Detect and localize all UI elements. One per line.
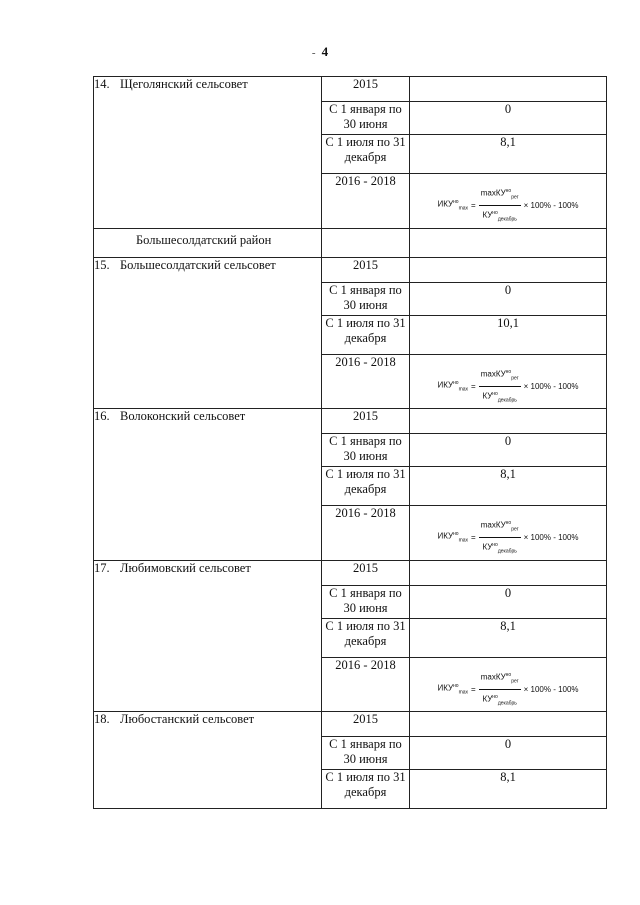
formula-den-text: КУ [482,210,493,220]
settlement-cell [94,257,322,409]
formula-den-sub: декабрь [497,700,517,706]
formula-den-text: КУ [482,391,493,401]
formula-den-sub: декабрь [497,548,517,555]
settlement-cell [94,712,322,809]
settlement-name: Любостанский сельсовет [120,712,255,726]
formula-denominator [480,387,518,408]
formula-lhs [437,195,468,216]
page-number-value: 4 [321,44,329,59]
formula-lhs-sub: max [458,205,469,212]
table-row [94,77,607,102]
formula-num-text: maxКУ [480,369,506,379]
formula-den-sup: но [492,390,498,397]
formula-num-text: maxКУ [480,672,506,682]
value-cell: 8,1 [410,135,607,174]
period-cell: С 1 января по 30 июня [322,585,410,618]
formula-cell [410,506,607,561]
value-cell: 0 [410,102,607,135]
period-cell: 2015 [322,560,410,585]
formula-den-sup: но [492,542,498,549]
formula-lhs-text: ИКУ [437,380,454,390]
formula-den-sub: декабрь [497,216,517,223]
formula-numerator [479,184,521,206]
period-cell: 2015 [322,77,410,102]
settlement-cell [94,560,322,712]
formula-num-sub: рег [511,526,519,533]
period-cell: 2015 [322,257,410,282]
settlement-number: 17. [94,560,110,575]
formula-denominator [480,538,518,559]
formula-num-sup: но [505,368,512,375]
value-cell [410,77,607,102]
value-cell [410,409,607,434]
formula-cell [410,657,607,712]
formula-eq: = [471,684,476,694]
settlement-name: Большесолдатский сельсовет [120,257,276,272]
formula-lhs-text: ИКУ [437,683,454,693]
formula-tail: × 100% - 100% [523,684,579,694]
period-cell: 2015 [322,712,410,737]
district-name: Большесолдатский район [94,228,322,257]
value-cell: 0 [410,737,607,770]
formula-lhs [437,679,468,700]
formula-num-sub: рег [511,677,519,684]
tariff-table [93,76,607,809]
formula-num-text: maxКУ [480,520,506,530]
period-cell: С 1 июля по 31 декабря [322,135,410,174]
formula-num-sup: но [505,671,512,678]
formula-fraction [479,184,521,228]
formula-num-sub: рег [511,194,519,201]
formula-cell [410,354,607,409]
formula [410,516,606,560]
period-cell: 2016 - 2018 [322,657,410,712]
formula-fraction [479,668,521,712]
value-cell: 8,1 [410,467,607,506]
formula [410,365,606,409]
formula-tail: × 100% - 100% [523,533,579,543]
period-cell: С 1 января по 30 июня [322,282,410,315]
formula-numerator [479,668,521,690]
formula-lhs-text: ИКУ [437,531,454,541]
value-cell: 10,1 [410,315,607,354]
formula [410,184,606,228]
value-cell [410,560,607,585]
formula-fraction [479,365,521,409]
settlement-name: Волоконский сельсовет [120,409,246,423]
formula-lhs [437,376,468,397]
formula-num-text: maxКУ [480,188,506,198]
settlement-cell [94,409,322,561]
period-cell: 2016 - 2018 [322,354,410,409]
formula-num-sup: но [505,520,512,526]
district-row [94,228,607,257]
settlement-number: 16. [94,409,110,423]
empty-cell [322,228,410,257]
period-cell: 2016 - 2018 [322,174,410,229]
table-row [94,560,607,585]
formula-tail: × 100% - 100% [523,381,579,391]
value-cell: 0 [410,434,607,467]
period-cell: С 1 января по 30 июня [322,102,410,135]
settlement-number: 14. [94,77,110,91]
period-cell: С 1 января по 30 июня [322,737,410,770]
period-cell: С 1 июля по 31 декабря [322,315,410,354]
period-cell: С 1 июля по 31 декабря [322,467,410,506]
empty-cell [410,228,607,257]
formula-cell [410,174,607,229]
formula-lhs-sup: но [453,379,459,386]
value-cell: 0 [410,585,607,618]
table-row [94,409,607,434]
formula [410,668,606,712]
formula-eq: = [471,533,476,543]
formula-eq: = [471,201,476,211]
settlement-number: 18. [94,712,110,726]
value-cell [410,257,607,282]
tariff-table-body [94,77,607,809]
table-row [94,712,607,737]
formula-den-sup: но [492,693,498,700]
period-cell: С 1 января по 30 июня [322,434,410,467]
period-cell: 2015 [322,409,410,434]
period-cell: С 1 июля по 31 декабря [322,618,410,657]
formula-lhs [437,527,468,548]
period-cell: 2016 - 2018 [322,506,410,561]
formula-lhs-sub: max [458,385,469,392]
page-number-dash: - [311,47,316,59]
formula-lhs-sup: но [453,682,459,689]
formula-lhs-sup: но [453,199,459,206]
value-cell: 0 [410,282,607,315]
formula-num-sub: рег [511,374,519,381]
settlement-number: 15. [94,257,110,272]
formula-lhs-sub: max [458,537,469,544]
settlement-name: Любимовский сельсовет [120,560,251,575]
value-cell: 8,1 [410,618,607,657]
formula-denominator [480,206,518,227]
page-number [0,44,640,60]
table-row [94,257,607,282]
formula-den-sup: но [492,210,498,217]
formula-lhs-sub: max [458,688,469,695]
formula-numerator [479,365,521,387]
formula-numerator [479,516,521,538]
formula-num-sup: но [505,188,512,194]
settlement-cell [94,77,322,229]
formula-den-text: КУ [482,694,493,704]
period-cell: С 1 июля по 31 декабря [322,770,410,809]
value-cell [410,712,607,737]
formula-lhs-sup: но [453,531,459,538]
formula-denominator [480,690,518,711]
formula-tail: × 100% - 100% [523,201,579,211]
formula-lhs-text: ИКУ [437,199,454,209]
value-cell: 8,1 [410,770,607,809]
formula-den-sub: декабрь [497,397,517,403]
formula-eq: = [471,381,476,391]
settlement-name: Щеголянский сельсовет [120,77,248,91]
formula-den-text: КУ [482,542,493,552]
formula-fraction [479,516,521,560]
